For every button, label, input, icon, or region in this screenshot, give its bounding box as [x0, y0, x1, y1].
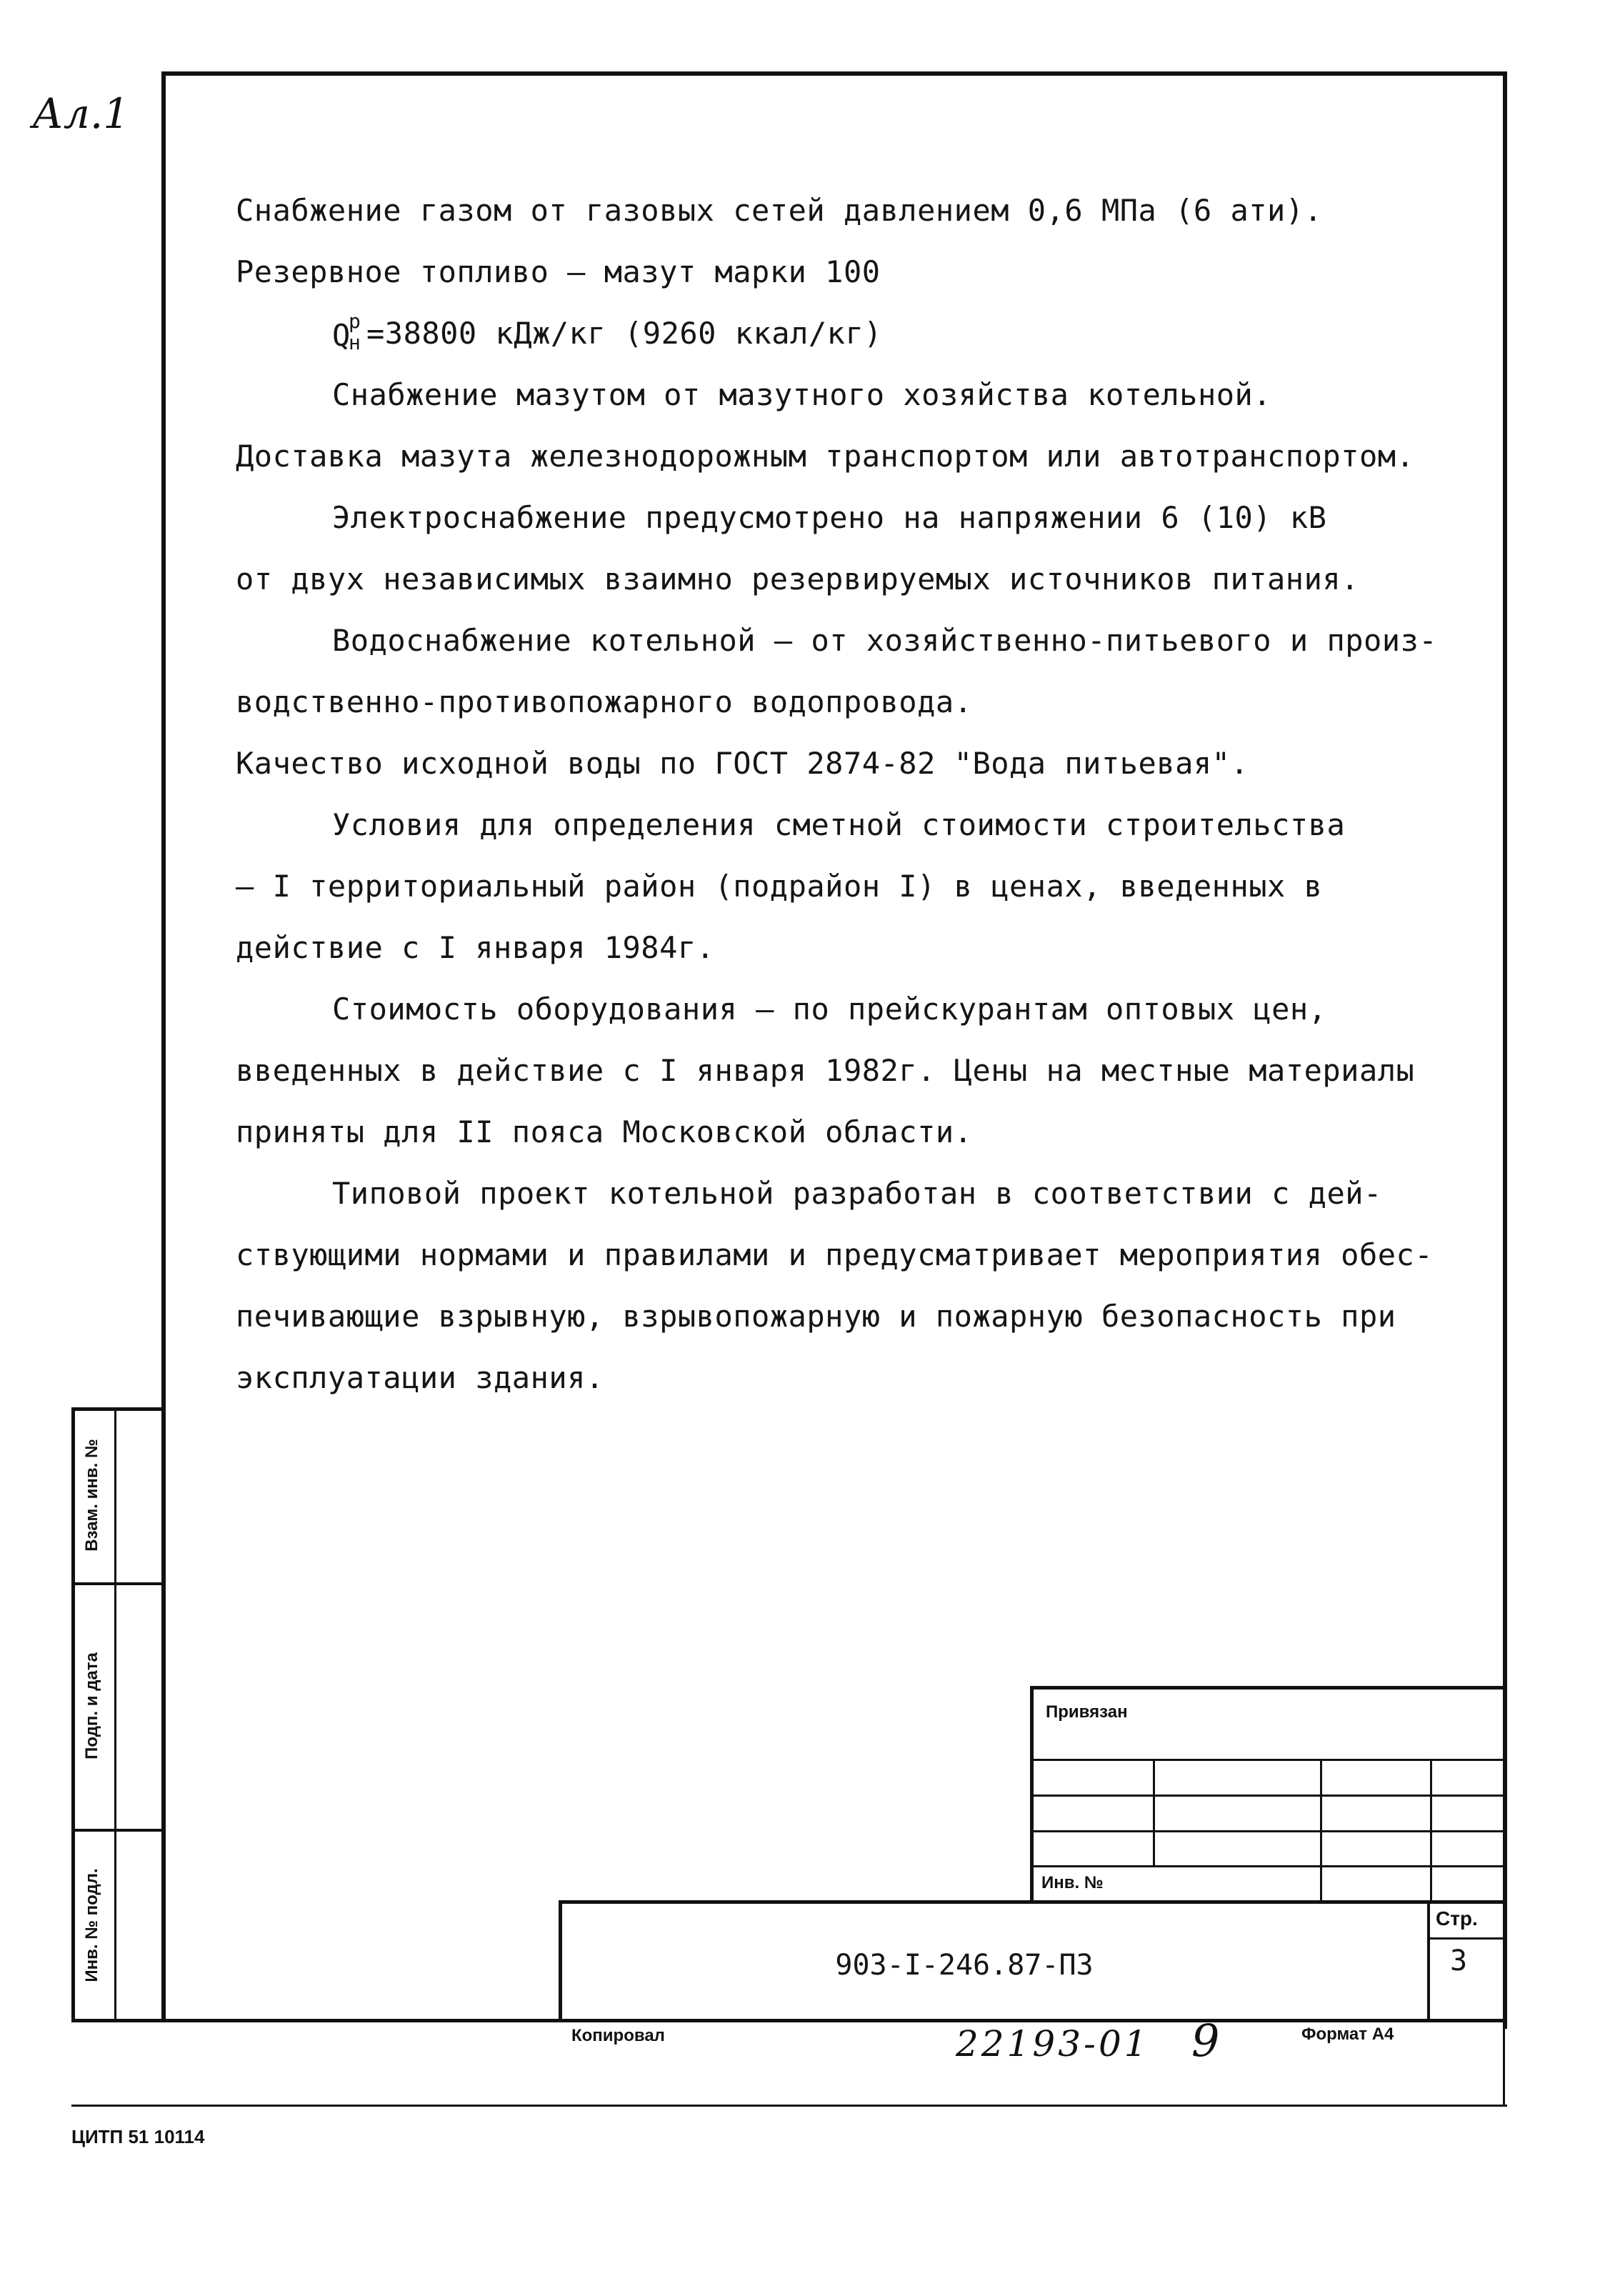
text-line: Качество исходной воды по ГОСТ 2874-82 "Вода питьевая". [236, 746, 1249, 781]
order-number: 22193-01 [956, 2023, 1150, 2065]
copied-label: Копировал [571, 2026, 665, 2045]
printer-code: ЦИТП 51 10114 [71, 2126, 205, 2147]
text-line: ствующими нормами и правилами и предусматривает мероприятия обес- [236, 1237, 1434, 1272]
text-line: Снабжение газом от газовых сетей давлением 0,6 МПа (6 ати). [236, 193, 1323, 228]
heat-value-text: =38800 кДж/кг (9260 ккал/кг) [366, 316, 883, 351]
text-line: приняты для II пояса Московской области. [236, 1114, 973, 1149]
trim-line-right [1503, 2029, 1505, 2106]
page-label: Стр. [1436, 1907, 1478, 1930]
text-line: Снабжение мазутом от мазутного хозяйства котельной. [332, 377, 1272, 412]
text-line: печивающие взрывную, взрывопожарную и пожарную безопасность при [236, 1299, 1396, 1334]
side-label-orig-inv: Инв. № подл. [82, 1868, 101, 1982]
page-number: 3 [1450, 1945, 1468, 1977]
text-line: эксплуатации здания. [236, 1360, 604, 1395]
heat-value-symbol: Q р н [332, 309, 361, 354]
trim-line [71, 2105, 1507, 2107]
text-line: – I территориальный район (подрайон I) в ценах, введенных в [236, 869, 1323, 904]
inv-number-label: Инв. № [1041, 1873, 1104, 1892]
text-line: введенных в действие с I января 1982г. Цены на местные материалы [236, 1053, 1415, 1088]
text-line: Резервное топливо – мазут марки 100 [236, 254, 881, 289]
text-line: Доставка мазута железнодорожным транспортом или автотранспортом. [236, 439, 1415, 474]
text-line: от двух независимых взаимно резервируемых источников питания. [236, 561, 1359, 597]
sheet-mark: Ал.1 [32, 89, 130, 138]
text-line: действие с I января 1984г. [236, 930, 715, 965]
text-line: Стоимость оборудования – по прейскурантам оптовых цен, [332, 992, 1327, 1027]
text-line: Водоснабжение котельной – от хозяйственно-питьевого и произ- [332, 623, 1438, 658]
text-line: Типовой проект котельной разработан в соответствии с дей- [332, 1176, 1382, 1211]
sheet-number: 9 [1191, 2015, 1220, 2067]
side-label-sign-date: Подп. и дата [82, 1652, 101, 1760]
text-line: водственно-противопожарного водопровода. [236, 684, 973, 719]
heat-value-line [332, 309, 883, 354]
body-text [236, 193, 1493, 1407]
side-label-replace-inv: Взам. инв. № [82, 1439, 101, 1552]
text-line: Электроснабжение предусмотрено на напряжении 6 (10) кВ [332, 500, 1327, 535]
text-line: Условия для определения сметной стоимости строительства [332, 807, 1346, 842]
format-label: Формат А4 [1301, 2025, 1394, 2044]
document-number: 903-I-246.87-ПЗ [835, 1949, 1094, 1982]
attached-label: Привязан [1046, 1702, 1128, 1722]
